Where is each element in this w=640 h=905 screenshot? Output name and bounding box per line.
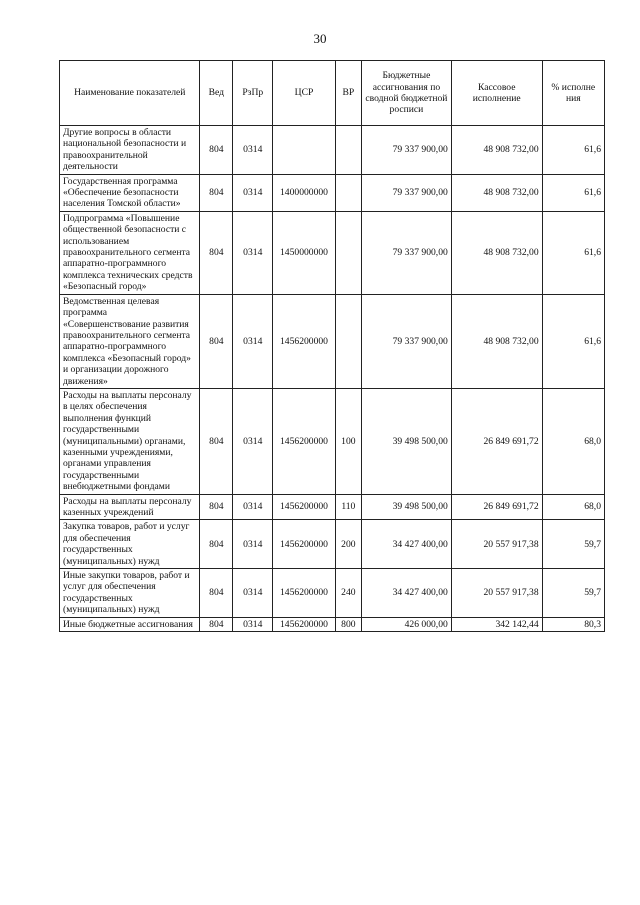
row-name: Закупка товаров, работ и услуг для обеспечения государственных (муниципальных) нужд	[60, 520, 200, 569]
row-rzpr: 0314	[233, 520, 273, 569]
header-ved: Вед	[200, 61, 233, 126]
row-rzpr: 0314	[233, 494, 273, 520]
row-assignments: 79 337 900,00	[362, 211, 452, 294]
row-ved: 804	[200, 520, 233, 569]
table-row	[60, 494, 605, 520]
header-cash-execution: Кассовое исполнение	[451, 61, 542, 126]
row-csr: 1456200000	[273, 388, 335, 494]
table-header-row	[60, 61, 605, 126]
row-rzpr: 0314	[233, 294, 273, 388]
row-vr	[335, 211, 361, 294]
header-vr: ВР	[335, 61, 361, 126]
row-cash-execution: 26 849 691,72	[451, 388, 542, 494]
row-assignments: 39 498 500,00	[362, 388, 452, 494]
row-ved: 804	[200, 211, 233, 294]
row-name: Иные закупки товаров, работ и услуг для обеспечения государственных (муниципальных) нужд	[60, 569, 200, 618]
row-name: Ведомственная целевая программа «Совершенствование развития правоохранительного сегмента аппаратно-программного комплекса «Безопасный город» и организации дорожного движения»	[60, 294, 200, 388]
row-csr: 1456200000	[273, 294, 335, 388]
row-percent: 68,0	[542, 388, 604, 494]
row-vr	[335, 126, 361, 175]
row-rzpr: 0314	[233, 617, 273, 631]
row-vr	[335, 174, 361, 211]
row-percent: 61,6	[542, 174, 604, 211]
row-name: Расходы на выплаты персоналу казенных учреждений	[60, 494, 200, 520]
row-rzpr: 0314	[233, 211, 273, 294]
table-row	[60, 388, 605, 494]
row-percent: 61,6	[542, 211, 604, 294]
header-name: Наименование показателей	[60, 61, 200, 126]
row-name: Государственная программа «Обеспечение безопасности населения Томской области»	[60, 174, 200, 211]
row-vr: 240	[335, 569, 361, 618]
table-row	[60, 520, 605, 569]
row-csr: 1450000000	[273, 211, 335, 294]
row-cash-execution: 48 908 732,00	[451, 294, 542, 388]
row-name: Иные бюджетные ассигнования	[60, 617, 200, 631]
row-assignments: 34 427 400,00	[362, 569, 452, 618]
row-csr	[273, 126, 335, 175]
row-assignments: 79 337 900,00	[362, 294, 452, 388]
row-assignments: 426 000,00	[362, 617, 452, 631]
row-cash-execution: 48 908 732,00	[451, 126, 542, 175]
header-percent: % исполне ния	[542, 61, 604, 126]
row-rzpr: 0314	[233, 174, 273, 211]
row-percent: 61,6	[542, 126, 604, 175]
page-number: 30	[313, 31, 327, 46]
row-ved: 804	[200, 126, 233, 175]
header-rzpr: РзПр	[233, 61, 273, 126]
row-csr: 1456200000	[273, 520, 335, 569]
row-ved: 804	[200, 617, 233, 631]
row-cash-execution: 26 849 691,72	[451, 494, 542, 520]
row-cash-execution: 20 557 917,38	[451, 569, 542, 618]
row-name: Расходы на выплаты персоналу в целях обеспечения выполнения функций государственными (муниципальными) органами, казенными учреждениями, органами управления государственными внебюджетными фондами	[60, 388, 200, 494]
row-cash-execution: 48 908 732,00	[451, 174, 542, 211]
row-name: Подпрограмма «Повышение общественной безопасности с использованием правоохранительного сегмента аппаратно-программного комплекса технических средств «Безопасный город»	[60, 211, 200, 294]
table-row	[60, 211, 605, 294]
row-ved: 804	[200, 569, 233, 618]
row-vr: 800	[335, 617, 361, 631]
row-csr: 1456200000	[273, 617, 335, 631]
budget-table	[59, 60, 605, 632]
row-vr: 100	[335, 388, 361, 494]
row-cash-execution: 342 142,44	[451, 617, 542, 631]
row-percent: 80,3	[542, 617, 604, 631]
header-assignments: Бюджетные ассигнования по сводной бюджетной росписи	[362, 61, 452, 126]
row-rzpr: 0314	[233, 388, 273, 494]
row-assignments: 79 337 900,00	[362, 126, 452, 175]
row-percent: 68,0	[542, 494, 604, 520]
header-csr: ЦСР	[273, 61, 335, 126]
row-csr: 1456200000	[273, 569, 335, 618]
row-ved: 804	[200, 388, 233, 494]
row-percent: 59,7	[542, 569, 604, 618]
row-assignments: 39 498 500,00	[362, 494, 452, 520]
row-csr: 1400000000	[273, 174, 335, 211]
table-row	[60, 126, 605, 175]
row-ved: 804	[200, 174, 233, 211]
row-name: Другие вопросы в области национальной безопасности и правоохранительной деятельности	[60, 126, 200, 175]
table-row	[60, 569, 605, 618]
row-vr: 200	[335, 520, 361, 569]
row-ved: 804	[200, 294, 233, 388]
table-row	[60, 617, 605, 631]
row-percent: 61,6	[542, 294, 604, 388]
row-rzpr: 0314	[233, 126, 273, 175]
row-ved: 804	[200, 494, 233, 520]
row-vr: 110	[335, 494, 361, 520]
row-percent: 59,7	[542, 520, 604, 569]
row-cash-execution: 20 557 917,38	[451, 520, 542, 569]
row-assignments: 34 427 400,00	[362, 520, 452, 569]
table-row	[60, 174, 605, 211]
row-assignments: 79 337 900,00	[362, 174, 452, 211]
row-vr	[335, 294, 361, 388]
table-row	[60, 294, 605, 388]
row-rzpr: 0314	[233, 569, 273, 618]
row-csr: 1456200000	[273, 494, 335, 520]
row-cash-execution: 48 908 732,00	[451, 211, 542, 294]
